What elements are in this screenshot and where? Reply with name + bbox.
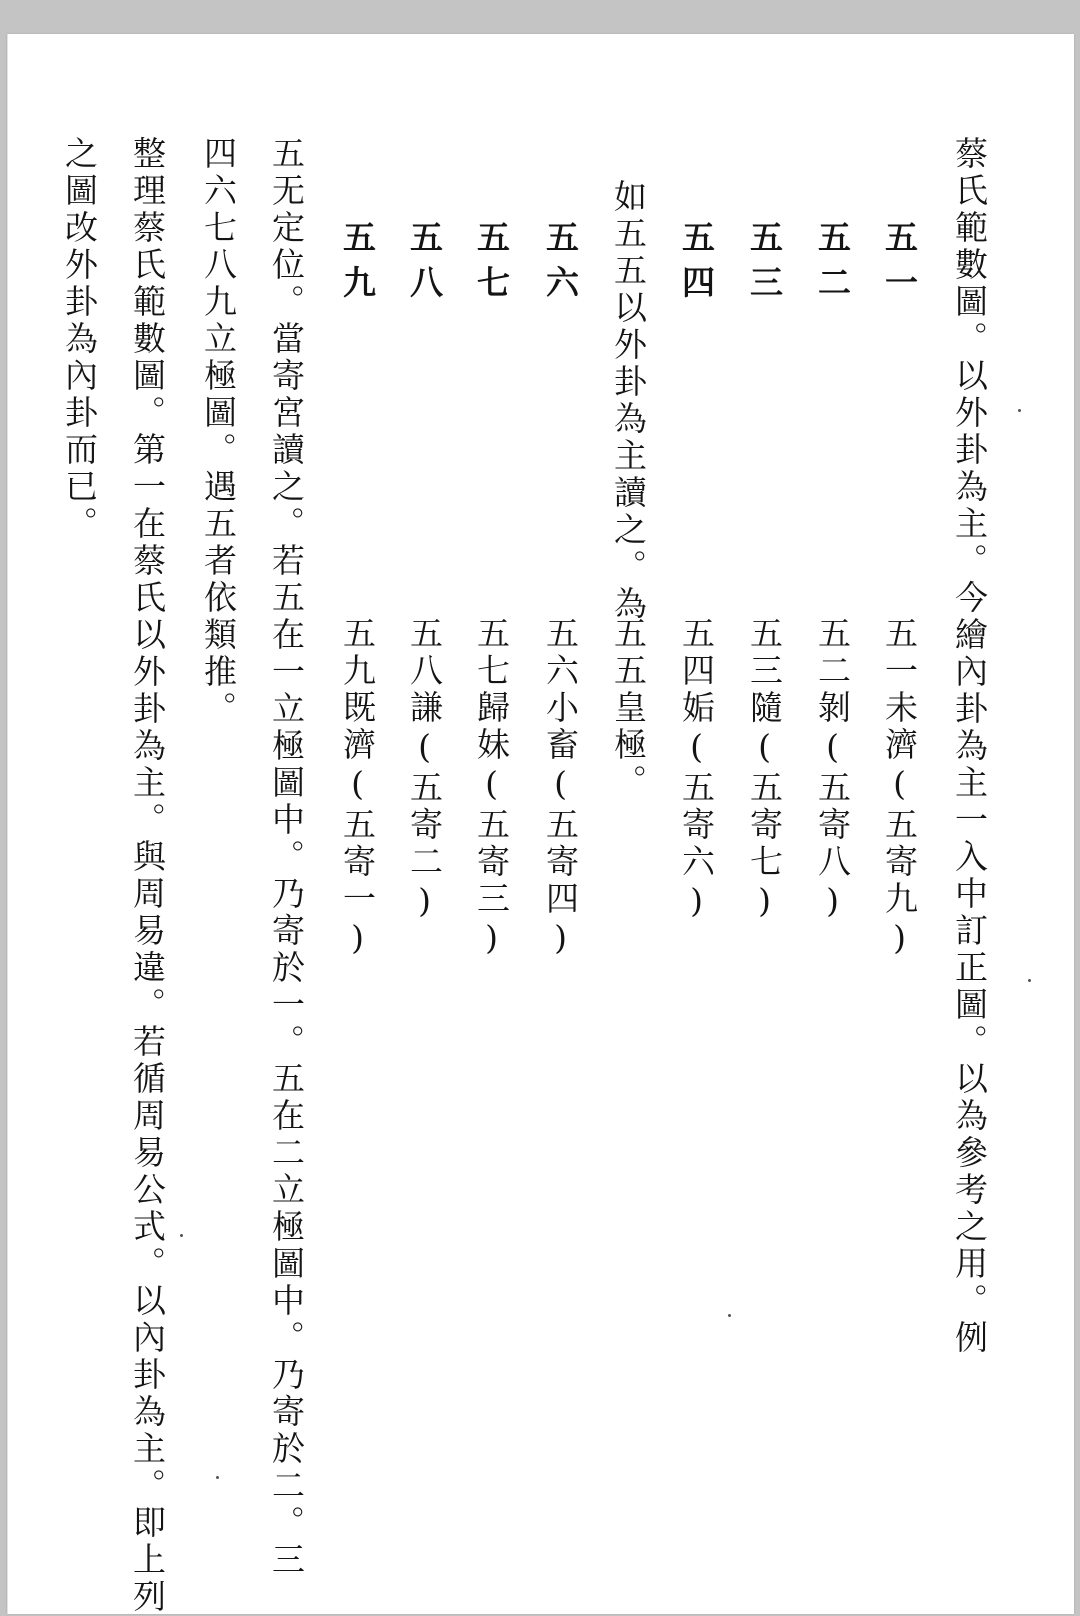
example-code-56: 五六 — [541, 220, 580, 310]
entry-54: 五四姤(五寄六) — [677, 616, 716, 924]
entry-57: 五七歸妹(五寄三) — [472, 616, 511, 961]
text-column-note-2: 四六七八九立極圖。遇五者依類推。 — [199, 136, 238, 728]
scan-speck — [180, 1234, 183, 1237]
entry-53: 五三隨(五寄七) — [745, 616, 784, 924]
text-column-1: 蔡氏範數圖。以外卦為主。今繪內卦為主一入中訂正圖。以為參考之用。例 — [950, 136, 989, 1357]
entry-58: 五八謙(五寄二) — [405, 616, 444, 924]
text-column-note-1: 五无定位。當寄宮讀之。若五在一立極圖中。乃寄於一。五在二立極圖中。乃寄於二。三 — [267, 136, 306, 1579]
example-code-57: 五七 — [472, 220, 511, 310]
entry-52: 五二剝(五寄八) — [813, 616, 852, 924]
text-column-example-intro: 如五五以外卦為主讀之。為 — [609, 179, 648, 623]
entry-59: 五九既濟(五寄一) — [338, 616, 377, 961]
entry-56: 五六小畜(五寄四) — [541, 616, 580, 961]
example-code-51: 五一 — [880, 220, 919, 310]
scan-speck — [216, 1476, 219, 1479]
text-column-note-3: 整理蔡氏範數圖。第一在蔡氏以外卦為主。與周易違。若循周易公式。以內卦為主。即上列 — [128, 136, 167, 1616]
example-code-54: 五四 — [677, 220, 716, 310]
scan-speck — [1018, 409, 1021, 412]
example-code-53: 五三 — [745, 220, 784, 310]
example-code-59: 五九 — [338, 220, 377, 310]
entry-55: 五五皇極。 — [609, 616, 648, 801]
scan-speck — [728, 1314, 731, 1317]
example-code-52: 五二 — [813, 220, 852, 310]
entry-51: 五一未濟(五寄九) — [880, 616, 919, 961]
text-column-note-4: 之圖改外卦為內卦而已。 — [60, 136, 99, 543]
scan-speck — [1028, 979, 1031, 982]
scanned-page — [7, 34, 1074, 1614]
example-code-58: 五八 — [405, 220, 444, 310]
